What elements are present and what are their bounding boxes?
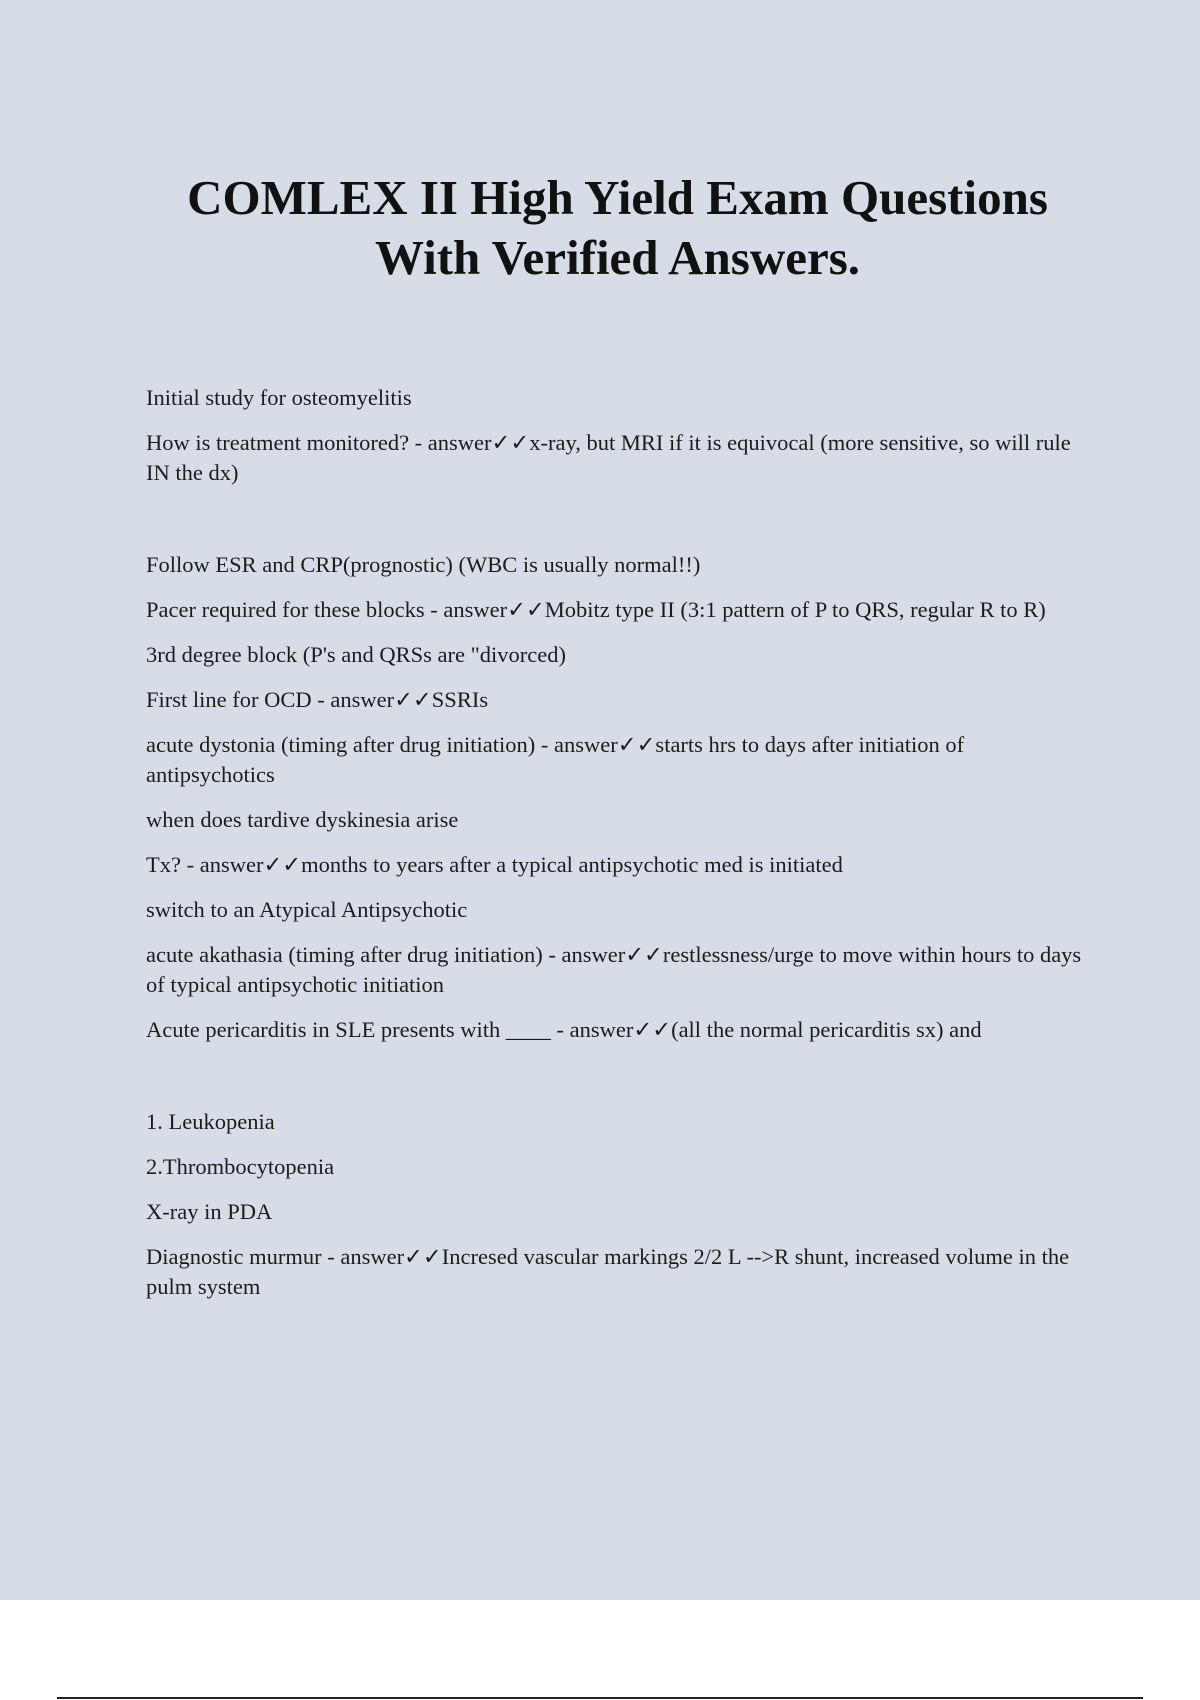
qa-line: Tx? - answer✓✓months to years after a typical antipsychotic med is initiated xyxy=(146,852,843,877)
qa-line: How is treatment monitored? - answer✓✓x-ray, but MRI if it is equivocal (more sensitive, so will rule IN the dx) xyxy=(146,430,1071,485)
document-title xyxy=(150,168,1085,288)
qa-line: when does tardive dyskinesia arise xyxy=(146,807,459,832)
qa-line: acute dystonia (timing after drug initiation) - answer✓✓starts hrs to days after initiation of antipsychotics xyxy=(146,732,965,787)
qa-line: switch to an Atypical Antipsychotic xyxy=(146,897,468,922)
qa-line: 1. Leukopenia xyxy=(146,1109,275,1134)
qa-line: Initial study for osteomyelitis xyxy=(146,385,412,410)
qa-line: Follow ESR and CRP(prognostic) (WBC is usually normal!!) xyxy=(146,552,701,577)
title-line-1: COMLEX II High Yield Exam Questions xyxy=(187,170,1048,225)
qa-line: X-ray in PDA xyxy=(146,1199,273,1224)
qa-line: Diagnostic murmur - answer✓✓Incresed vascular markings 2/2 L -->R shunt, increased volume in the pulm system xyxy=(146,1244,1070,1299)
title-line-2: With Verified Answers. xyxy=(374,230,861,285)
document-body xyxy=(146,383,1091,1317)
qa-line: 2.Thrombocytopenia xyxy=(146,1154,335,1179)
qa-line: Pacer required for these blocks - answer✓✓Mobitz type II (3:1 pattern of P to QRS, regular R to R) xyxy=(146,597,1046,622)
qa-line: acute akathasia (timing after drug initiation) - answer✓✓restlessness/urge to move within hours to days of typical antipsychotic initiation xyxy=(146,942,1082,997)
qa-line: First line for OCD - answer✓✓SSRIs xyxy=(146,687,489,712)
qa-line: Acute pericarditis in SLE presents with ____ - answer✓✓(all the normal pericarditis sx) and xyxy=(146,1017,982,1042)
footer-divider xyxy=(57,1697,1143,1699)
qa-line: 3rd degree block (P's and QRSs are "divorced) xyxy=(146,642,566,667)
